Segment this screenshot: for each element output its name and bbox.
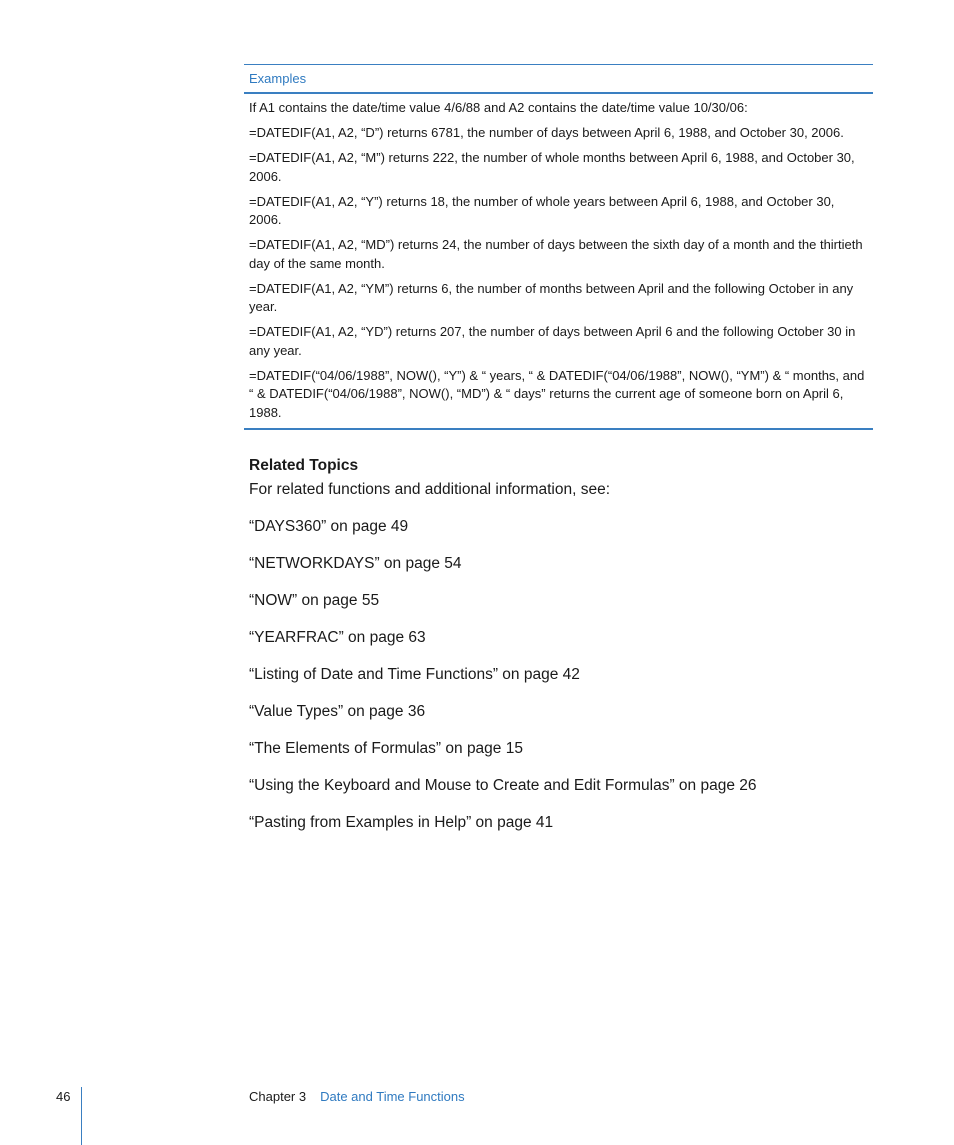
example-line: =DATEDIF(A1, A2, “YM”) returns 6, the number of months between April and the following October in any year. bbox=[249, 280, 854, 314]
related-topics bbox=[249, 455, 869, 849]
related-link[interactable]: “Listing of Date and Time Functions” on page 42 bbox=[249, 666, 580, 683]
related-link[interactable]: “NOW” on page 55 bbox=[249, 592, 380, 609]
page-number: 46 bbox=[56, 1089, 71, 1104]
example-line: =DATEDIF(“04/06/1988”, NOW(), “Y”) & “ years, “ & DATEDIF(“04/06/1988”, NOW(), “YM”) & “ months, and “ & DATEDIF(“04/06/1988”, NOW(), “MD”) & “ days” returns the current age of someone born on April 6, 1988. bbox=[249, 367, 865, 420]
related-topics-heading: Related Topics bbox=[249, 457, 359, 474]
example-line: =DATEDIF(A1, A2, “M”) returns 222, the number of whole months between April 6, 1988, and October 30, 2006. bbox=[249, 150, 855, 184]
example-line: =DATEDIF(A1, A2, “Y”) returns 18, the number of whole years between April 6, 1988, and October 30, 2006. bbox=[249, 193, 835, 227]
examples-heading: Examples bbox=[244, 65, 873, 94]
example-line: =DATEDIF(A1, A2, “YD”) returns 207, the number of days between April 6 and the following October 30 in any year. bbox=[249, 324, 856, 358]
example-line: If A1 contains the date/time value 4/6/88 and A2 contains the date/time value 10/30/06: bbox=[249, 100, 748, 115]
example-line: =DATEDIF(A1, A2, “D”) returns 6781, the number of days between April 6, 1988, and October 30, 2006. bbox=[249, 125, 844, 140]
related-link[interactable]: “The Elements of Formulas” on page 15 bbox=[249, 740, 523, 757]
footer-chapter bbox=[249, 1089, 465, 1105]
footer-rule bbox=[81, 1087, 82, 1145]
example-line: =DATEDIF(A1, A2, “MD”) returns 24, the number of days between the sixth day of a month and the thirtieth day of the same month. bbox=[249, 237, 863, 271]
chapter-label: Chapter 3 bbox=[249, 1089, 307, 1104]
related-link[interactable]: “YEARFRAC” on page 63 bbox=[249, 629, 426, 646]
related-links-list bbox=[249, 516, 869, 834]
related-topics-intro: For related functions and additional information, see: bbox=[249, 481, 611, 498]
related-link[interactable]: “DAYS360” on page 49 bbox=[249, 518, 409, 535]
related-link[interactable]: “Pasting from Examples in Help” on page 41 bbox=[249, 814, 554, 831]
examples-box bbox=[244, 64, 873, 430]
related-link[interactable]: “Using the Keyboard and Mouse to Create and Edit Formulas” on page 26 bbox=[249, 777, 757, 794]
related-link[interactable]: “NETWORKDAYS” on page 54 bbox=[249, 555, 462, 572]
related-link[interactable]: “Value Types” on page 36 bbox=[249, 703, 426, 720]
examples-body bbox=[244, 94, 873, 428]
chapter-title[interactable]: Date and Time Functions bbox=[320, 1089, 465, 1104]
